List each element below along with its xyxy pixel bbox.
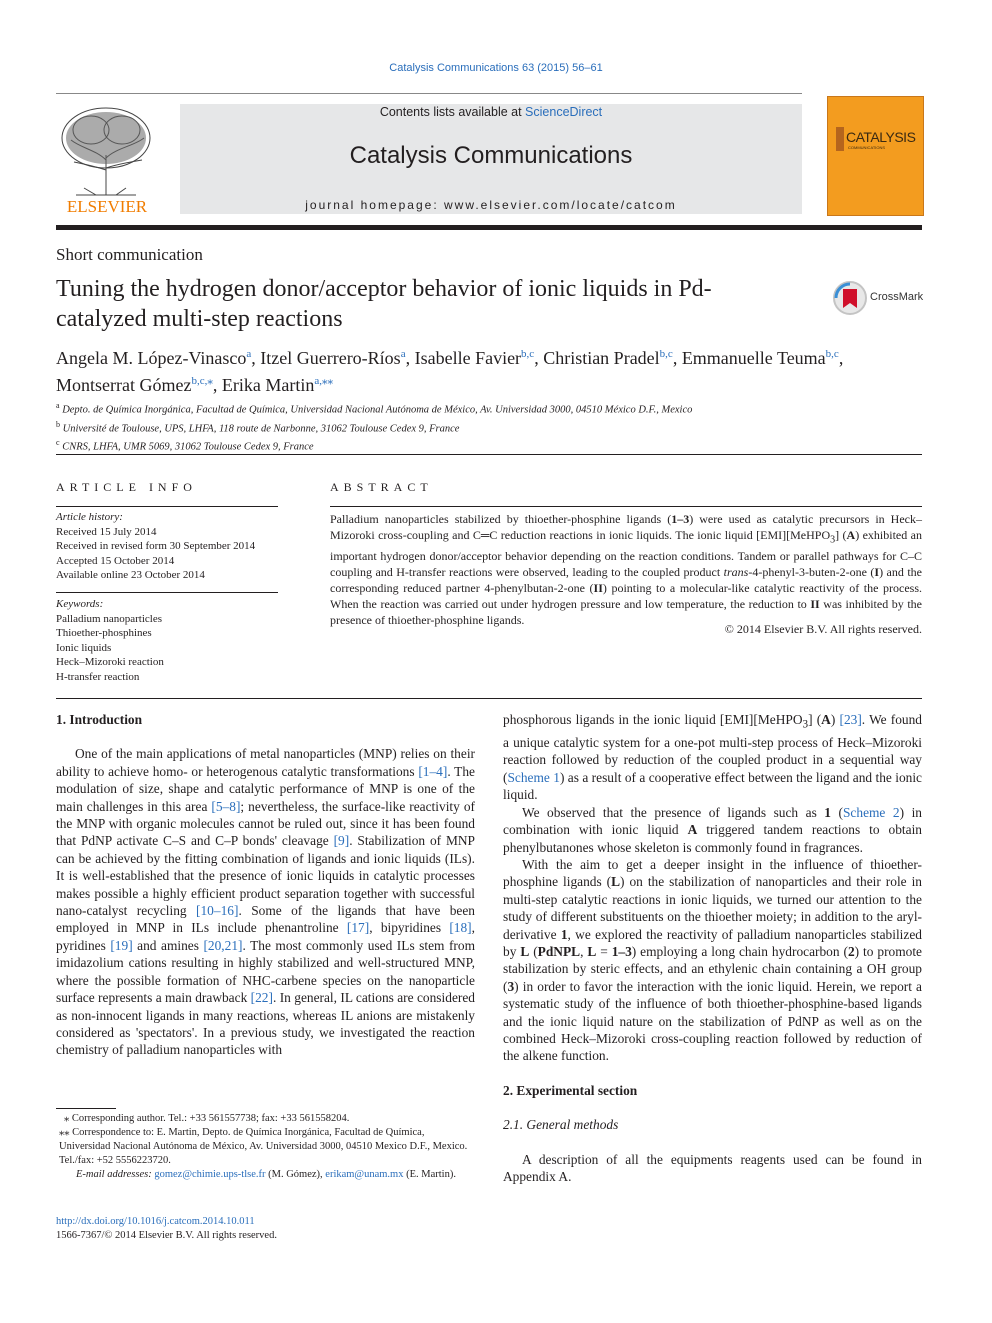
body-right-column — [503, 711, 922, 1185]
divider — [56, 698, 922, 699]
abstract-copyright: © 2014 Elsevier B.V. All rights reserved. — [724, 622, 922, 636]
body-left-column — [56, 711, 475, 1059]
scheme-link[interactable]: Scheme 2 — [842, 804, 900, 820]
affiliation: $^a$ Depto. de Química Inorgánica, Facultad de Química, Universidad Nacional Autónoma de México, Av. Universidad 3000, 04510 México D.F., Mexico — [56, 401, 693, 416]
ref-link[interactable]: [1–4] — [418, 763, 448, 779]
author[interactable]: Erika Martin — [221, 375, 315, 395]
cover-title-band — [836, 127, 919, 151]
email-link[interactable]: erikam@unam.mx — [325, 1169, 404, 1180]
history-item: Accepted 15 October 2014 — [56, 554, 175, 567]
journal-homepage: journal homepage: www.elsevier.com/locate/catcom — [305, 198, 677, 212]
author[interactable]: Itzel Guerrero-Ríos — [260, 348, 401, 368]
affiliation: $^c$ CNRS, LHFA, UMR 5069, 31062 Toulouse Cedex 9, France — [56, 438, 314, 453]
footnote-rule — [56, 1108, 116, 1109]
article-info-heading: ARTICLE INFO — [56, 480, 197, 494]
ref-link[interactable]: [20,21] — [203, 937, 243, 953]
paragraph: phosphorous ligands in the ionic liquid [EMI][MeHPO$_3$] (A) [23]. We found a unique catalytic system for a one-pot multi-step process of Heck–Mizoroki reaction followed by reduction of the coupled product in a sequential way (Scheme 1) as a result of a cooperative effect between the ligand and the ionic liquid. — [503, 712, 923, 803]
author[interactable]: Montserrat Gómez — [56, 375, 192, 395]
homepage-link[interactable]: www.elsevier.com/locate/catcom — [444, 198, 677, 212]
ref-link[interactable]: [9] — [333, 833, 350, 849]
cover-title: CATALYSIS — [846, 129, 916, 145]
affiliations — [56, 399, 926, 455]
journal-reference[interactable]: Catalysis Communications 63 (2015) 56–61 — [389, 62, 603, 74]
history-item: Received 15 July 2014 — [56, 525, 157, 538]
cover-subtitle: COMMUNICATIONS — [848, 145, 886, 150]
ref-link[interactable]: [18] — [449, 920, 472, 936]
ref-link[interactable]: [5–8] — [211, 798, 241, 814]
ref-link[interactable]: [19] — [110, 937, 133, 953]
abstract-text: Palladium nanoparticles stabilized by thioether-phosphine ligands (1–3) were used as catalytic precursors in Heck–Mizoroki cross-coupling and C═C reduction reactions in ionic liquids. The ionic liquid [EMI][MeHPO$_3$] (A) exhibited an important hydrogen donor/acceptor behavior depending on the reaction conditions. Tandem or parallel pathways for C–C coupling and H-transfer reactions were observed, leading to the coupled product trans-4-phenyl-3-buten-2-one (I) and the corresponding reduced partner 4-phenylbutan-2-one (II) pointing to a molecular-like catalytic reactivity of the process. When the reaction was carried out under hydrogen pressure and low temperature, the reduction to II was inhibited by the presence of thioether-phosphine ligands. — [330, 512, 923, 628]
crossmark-icon — [832, 280, 868, 316]
section-heading: 1. Introduction — [56, 712, 143, 727]
ref-link[interactable]: [17] — [346, 920, 370, 936]
section-heading: 2. Experimental section — [503, 1082, 638, 1098]
email-link[interactable]: gomez@chimie.ups-tlse.fr — [154, 1169, 266, 1180]
keywords: Keywords: Palladium nanoparticles Thioether-phosphines Ionic liquids Heck–Mizoroki reaction H-transfer reaction — [56, 597, 278, 684]
article-history: Article history: Received 15 July 2014 Received in revised form 30 September 2014 Accepted 15 October 2014 Available online 23 October 2014 — [56, 510, 278, 583]
issn-line: 1566-7367/© 2014 Elsevier B.V. All rights reserved. — [56, 1230, 277, 1241]
journal-name: Catalysis Communications — [349, 142, 633, 169]
ref-link[interactable]: [10–16] — [196, 903, 239, 919]
ref-link[interactable]: [22] — [250, 990, 273, 1006]
author-list: Angela M. López-Vinasco$^a$, Itzel Guerrero-Ríos$^a$, Isabelle Favier$^{b,c}$, Christian Pradel$^{b,c}$, Emmanuelle Teuma$^{b,c}$, Montserrat Gómez$^{b,c,⁎}$, Erika Martin$^{a,⁎⁎}$ — [56, 348, 844, 395]
doi-link[interactable]: http://dx.doi.org/10.1016/j.catcom.2014.10.011 — [56, 1216, 255, 1227]
history-item: Received in revised form 30 September 2014 — [56, 540, 256, 552]
author[interactable]: Emmanuelle Teuma — [681, 348, 826, 368]
author[interactable]: Angela M. López-Vinasco — [56, 348, 247, 368]
keyword: Palladium nanoparticles — [56, 612, 162, 625]
crossmark-badge[interactable] — [832, 280, 922, 316]
author[interactable]: Christian Pradel — [543, 348, 660, 368]
elsevier-logo — [56, 100, 158, 216]
subsection-heading: 2.1. General methods — [503, 1117, 619, 1133]
article-type: Short communication — [56, 245, 203, 264]
divider — [56, 506, 278, 507]
paragraph: We observed that the presence of ligands such as 1 (Scheme 2) in combination with ionic liquid A triggered tandem reactions to obtain phenylbutanones whose skeleton is commonly found in fragrances. — [503, 804, 922, 855]
keyword: Ionic liquids — [56, 641, 112, 654]
paragraph: One of the main applications of metal nanoparticles (MNP) relies on their ability to achieve homo- or heterogenous catalytic transformations [1–4]. The modulation of size, shape and catalytic performance of MNP is one of the main challenges in this area [5–8]; nevertheless, the surface-like reactivity of the MNP with organic molecules cannot be ruled out, since it has been found that PdNP activate C–S and C–P bonds' cleavage [9]. Stabilization of MNP can be achieved by the fitting combination of ligands and ionic liquids (ILs). It is well-established that the presence of ionic liquids in catalytic processes makes possible a highly efficient product separation together with successful nano-catalyst recycling [10–16]. Some of the ligands that have been employed in MNP in ILs include phenantroline [17], bipyridines [18], pyridines [19] and amines [20,21]. The most commonly used ILs stem from imidazolium cations resulting in highly stabilized and well-structured MNP, where the possible formation of NHC-carbene species on the nanoparticle surface represents a main drawback [22]. In general, IL cations are considered as non-innocent ligands in many reactions, whereas IL anions are mistakenly considered as 'spectators'. In a previous study, we investigated the reaction chemistry of palladium nanoparticles with — [56, 746, 475, 1058]
keyword: Heck–Mizoroki reaction — [56, 656, 164, 668]
header-thick-rule — [56, 225, 922, 230]
journal-cover — [827, 96, 924, 216]
affiliation: $^b$ Université de Toulouse, UPS, LHFA, 118 route de Narbonne, 31062 Toulouse Cedex 9, France — [56, 419, 460, 434]
paragraph: With the aim to get a deeper insight in the influence of thioether-phosphine ligands (L) on the stabilization of nanoparticles and their role in multi-step catalytic reactions in ionic liquids, we turned our attention to the study of different substituents on the thioether moiety; in addition to the aryl-derivative 1, we explored the reactivity of palladium nanoparticles stabilized by L (PdNPL, L = 1–3) employing a long chain hydrocarbon (2) to promote stabilization by steric effects, and an ethylenic chain containing a OH group (3) in order to favor the interaction with the ionic liquid. Herein, we report a systematic study of the influence of both thioether-phosphine-based ligands and the ionic liquid nature on the stabilization of PdNP as well as on the combined Heck–Mizoroki cross-coupling reaction followed by reduction of the alkene function. — [503, 856, 923, 1064]
crossmark-label: CrossMark — [870, 291, 924, 303]
doi-block — [56, 1215, 477, 1243]
ref-link[interactable]: [23] — [839, 712, 862, 727]
contents-line: Contents lists available at ScienceDirect — [379, 105, 603, 119]
footnotes — [56, 1112, 477, 1182]
scheme-link[interactable]: Scheme 1 — [507, 769, 560, 785]
footnote: ⁎ Corresponding author. Tel.: +33 561557738; fax: +33 561558204. — [64, 1113, 350, 1124]
elsevier-wordmark: ELSEVIER — [66, 197, 148, 216]
paragraph: A description of all the equipments reagents used can be found in Appendix A. — [503, 1151, 922, 1185]
sciencedirect-link[interactable]: ScienceDirect — [525, 105, 603, 119]
keyword: H-transfer reaction — [56, 670, 140, 683]
history-item: Available online 23 October 2014 — [56, 569, 205, 581]
author[interactable]: Isabelle Favier — [414, 348, 522, 368]
divider — [56, 592, 278, 593]
article-title: Tuning the hydrogen donor/acceptor behavior of ionic liquids in Pd-catalyzed multi-step reactions — [56, 276, 712, 332]
abstract-heading: ABSTRACT — [330, 480, 433, 494]
divider — [56, 454, 922, 455]
keyword: Thioether-phosphines — [56, 627, 152, 639]
footnote-emails: E-mail addresses: gomez@chimie.ups-tlse.fr (M. Gómez), erikam@unam.mx (E. Martin). — [76, 1169, 456, 1180]
footnote: ⁎⁎ Correspondence to: E. Martin, Depto. de Química Inorgánica, Facultad de Química, Universidad Nacional Autónoma de México, Av. Universidad 3000, 04510 Mexico D.F., Mexico. Tel./fax: +52 5556223720. — [59, 1127, 468, 1166]
divider — [330, 506, 922, 507]
